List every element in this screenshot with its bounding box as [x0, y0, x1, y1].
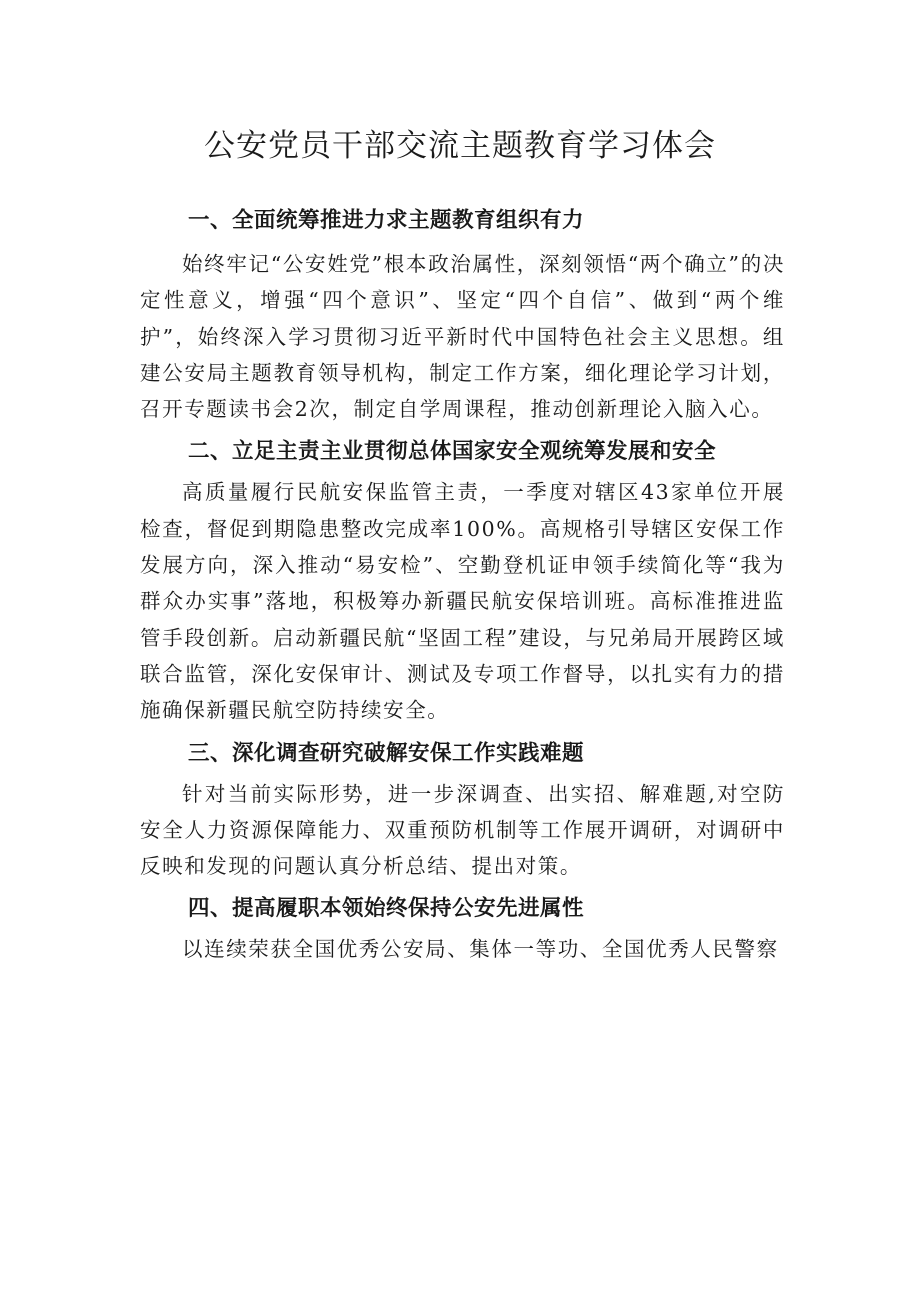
- document-title: 公安党员干部交流主题教育学习体会: [204, 128, 716, 164]
- section-paragraph-4: 以连续荣获全国优秀公安局、集体一等功、全国优秀人民警察: [182, 937, 779, 962]
- section-paragraph-2: 高质量履行民航安保监管主责，一季度对辖区43家单位开展检查，督促到期隐患整改完成率100%。高规格引导辖区安保工作发展方向，深入推动“易安检”、空勤登机证申领手续简化等“我为群众办实事”落地，积极筹办新疆民航安保培训班。高标准推进监管手段创新。启动新疆民航“坚固工程”建设，与兄弟局开展跨区域联合监管，深化安保审计、测试及专项工作督导，以扎实有力的措施确保新疆民航空防持续安全。: [140, 480, 785, 723]
- section-heading-2: 二、立足主责主业贯彻总体国家安全观统筹发展和安全: [188, 439, 717, 465]
- section-paragraph-1: 始终牢记“公安姓党”根本政治属性，深刻领悟“两个确立”的决定性意义，增强“四个意识”、坚定“四个自信”、做到“两个维护”，始终深入学习贯彻习近平新时代中国特色社会主义思想。组建公安局主题教育领导机构，制定工作方案，细化理论学习计划，召开专题读书会2次，制定自学周课程，推动创新理论入脑入心。: [140, 252, 785, 422]
- section-heading-4: 四、提高履职本领始终保持公安先进属性: [188, 896, 585, 922]
- section-paragraph-3: 针对当前实际形势，进一步深调查、出实招、解难题,对空防安全人力资源保障能力、双重预防机制等工作展开调研，对调研中反映和发现的问题认真分析总结、提出对策。: [140, 781, 785, 879]
- section-heading-3: 三、深化调查研究破解安保工作实践难题: [188, 740, 585, 766]
- document-body: [140, 199, 785, 968]
- section-heading-1: 一、全面统筹推进力求主题教育组织有力: [188, 208, 585, 233]
